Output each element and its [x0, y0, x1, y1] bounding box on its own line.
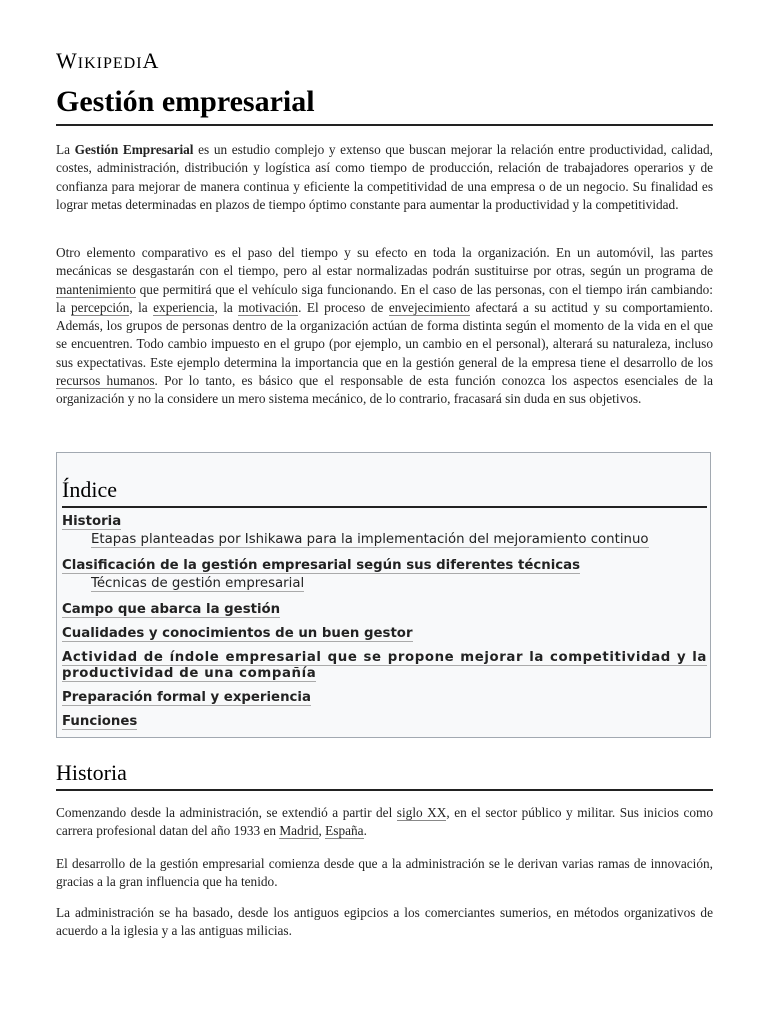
- toc-item-cualidades[interactable]: [62, 626, 707, 642]
- p2-text-4: , la: [214, 299, 239, 315]
- p3-text-2: , en el sector público y militar. Sus inicios como carrera profesional datan del año 1933 en: [56, 805, 713, 839]
- paragraph-intro: [56, 141, 713, 214]
- toc-item-label: Clasificación de la gestión empresarial según sus diferentes técnicas: [62, 558, 581, 573]
- link-madrid[interactable]: Madrid: [279, 823, 319, 839]
- link-envejecimiento[interactable]: envejecimiento: [388, 299, 471, 315]
- link-espana[interactable]: España: [325, 823, 364, 839]
- wordmark-a: A: [142, 48, 160, 73]
- p2-text-6: afectará a su actitud y su comportamiento. Además, los grupos de personas dentro de la organización actúan de forma distinta según el momento de la vida en el que se encuentren. Todo cambio impuesto en el grupo (por ejemplo, un cambio en el personal), alterará su naturaleza, incluso sus expectativas. Este ejemplo determina la importancia que en la gestión general de la empresa tiene el desarrollo de los: [56, 299, 714, 370]
- toc-item-label: Etapas planteadas por Ishikawa para la implementación del mejoramiento continuo: [91, 532, 649, 547]
- toc-item-historia[interactable]: [62, 514, 707, 530]
- paragraph-historia-2: El desarrollo de la gestión empresarial comienza desde que a la administración se le derivan varias ramas de innovación, gracias a la gran influencia que ha tenido.: [56, 856, 713, 890]
- toc-item-label: Preparación formal y experiencia: [62, 690, 311, 705]
- toc-item-label: Historia: [62, 514, 122, 529]
- p3-text-4: .: [363, 823, 367, 839]
- p1-text-2: es un estudio complejo y extenso que buscan mejorar la relación entre productividad, calidad, costes, administración, distribución y logística así como tiempo de producción, relación de trabajadores operarios y de confianza para mejorar de manera continua y eficiente la competitividad de una empresa o de un negocio. Su finalidad es lograr metas determinadas en plazos de tiempo óptimo constante para aumentar la productividad y la competitividad.: [56, 142, 713, 212]
- link-recursos-humanos[interactable]: recursos humanos: [56, 373, 155, 389]
- link-siglo-xx[interactable]: siglo XX: [396, 805, 447, 820]
- p2-text-1: Otro elemento comparativo es el paso del tiempo y su efecto en toda la organización. En un automóvil, las partes mecánicas se desgastarán con el tiempo, pero al estar normalizadas podrán sustituirse por otras, según un programa de: [56, 245, 713, 279]
- link-motivacion[interactable]: motivación: [238, 299, 299, 315]
- toc-item-funciones[interactable]: [62, 714, 707, 730]
- link-mantenimiento[interactable]: mantenimiento: [56, 281, 136, 297]
- p2-text-2: que permitirá que el vehículo siga funcionando. En el caso de las personas, con el tiempo irán cambiando: la: [56, 281, 713, 315]
- toc-item-label: Cualidades y conocimientos de un buen gestor: [62, 626, 413, 641]
- paragraph-organization: [56, 244, 713, 409]
- toc-title: Índice: [62, 477, 707, 508]
- p3-text-1: Comenzando desde la administración, se extendió a partir del: [56, 805, 397, 820]
- p2-text-7: . Por lo tanto, es básico que el responsable de esta función conozca los aspectos esenciales de la organización y no la considere un mero sistema mecánico, de lo contrario, fracasará sin duda en sus objetivos.: [56, 373, 713, 407]
- wordmark-mid: IKIPEDI: [77, 55, 143, 72]
- p1-bold-term: Gestión Empresarial: [74, 142, 194, 157]
- toc-item-label: Funciones: [62, 714, 138, 729]
- link-experiencia[interactable]: experiencia: [153, 299, 215, 315]
- toc-item-label: Campo que abarca la gestión: [62, 602, 281, 617]
- p1-text-1: La: [56, 142, 75, 157]
- toc-item-campo[interactable]: [62, 602, 707, 618]
- toc-item-actividad[interactable]: [62, 650, 707, 682]
- table-of-contents: [56, 452, 711, 738]
- page-title: Gestión empresarial: [56, 84, 713, 126]
- toc-item-label: Técnicas de gestión empresarial: [91, 576, 305, 591]
- paragraph-historia-1: [56, 804, 713, 841]
- p3-text-3: ,: [318, 823, 326, 839]
- section-heading-historia: Historia: [56, 760, 713, 791]
- toc-item-preparacion[interactable]: [62, 690, 707, 706]
- toc-item-etapas-ishikawa[interactable]: [91, 532, 707, 548]
- toc-item-label: Actividad de índole empresarial que se propone mejorar la competitividad y la productividad de una compañía: [62, 650, 707, 681]
- wordmark-w: W: [56, 48, 78, 73]
- link-percepcion[interactable]: percepción: [71, 299, 130, 315]
- toc-item-tecnicas[interactable]: [91, 576, 707, 592]
- p2-text-3: , la: [129, 299, 154, 315]
- wikipedia-wordmark[interactable]: [56, 48, 159, 74]
- paragraph-historia-3: La administración se ha basado, desde los antiguos egipcios a los comerciantes sumerios, en métodos organizativos de acuerdo a la iglesia y a las antiguas milicias.: [56, 905, 713, 939]
- toc-item-clasificacion[interactable]: [62, 558, 707, 574]
- p2-text-5: . El proceso de: [298, 299, 389, 315]
